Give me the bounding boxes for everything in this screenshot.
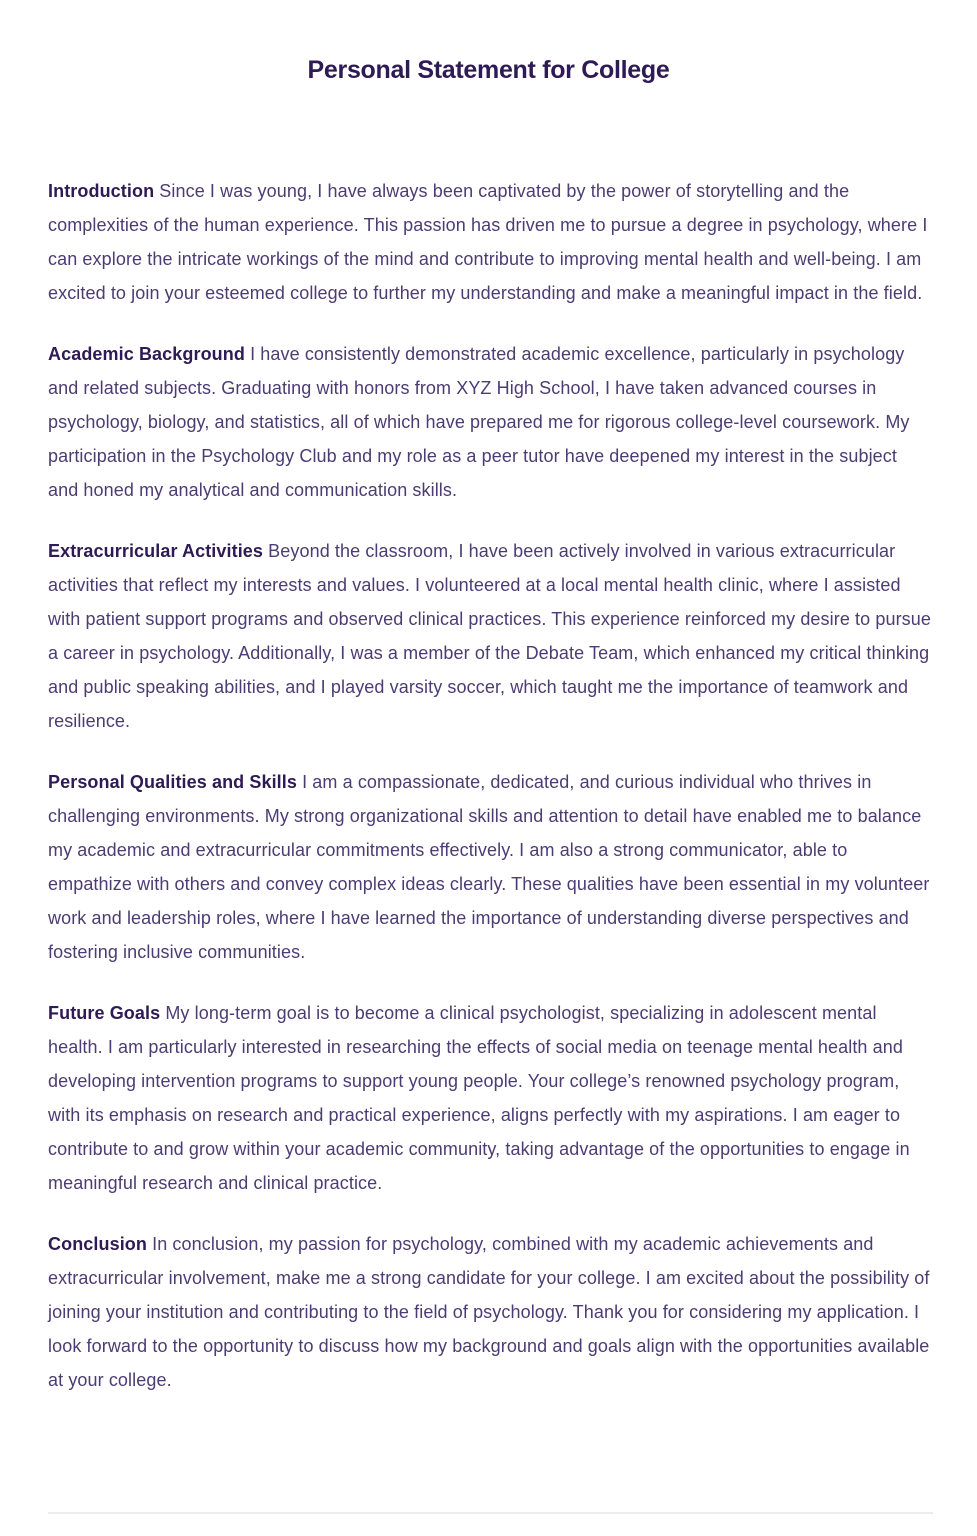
- section-text-extracurricular-activities: Beyond the classroom, I have been actively involved in various extracurricular activities that reflect my interests and values. I volunteered at a local mental health clinic, where I assisted with patient support programs and observed clinical practices. This experience reinforced my desire to pursue a career in psychology. Additionally, I was a member of the Debate Team, which enhanced my critical thinking and public speaking abilities, and I played varsity soccer, which taught me the importance of teamwork and resilience.: [48, 541, 932, 731]
- bottom-divider: [48, 1512, 933, 1514]
- paragraph-introduction: [48, 174, 932, 310]
- paragraph-future-goals: [48, 996, 932, 1200]
- paragraph-extracurricular-activities: [48, 534, 932, 738]
- document-body: [48, 174, 932, 1397]
- section-text-academic-background: I have consistently demonstrated academic excellence, particularly in psychology and related subjects. Graduating with honors from XYZ High School, I have taken advanced courses in psychology, biology, and statistics, all of which have prepared me for rigorous college-level coursework. My participation in the Psychology Club and my role as a peer tutor have deepened my interest in the subject and honed my analytical and communication skills.: [48, 344, 910, 500]
- section-heading-extracurricular-activities: Extracurricular Activities: [48, 541, 264, 561]
- paragraph-personal-qualities: [48, 765, 932, 969]
- section-heading-academic-background: Academic Background: [48, 344, 245, 364]
- section-heading-conclusion: Conclusion: [48, 1234, 147, 1254]
- paragraph-conclusion: [48, 1227, 932, 1397]
- section-heading-future-goals: Future Goals: [48, 1003, 161, 1023]
- page-title: Personal Statement for College: [307, 56, 670, 84]
- section-text-personal-qualities: I am a compassionate, dedicated, and curious individual who thrives in challenging environments. My strong organizational skills and attention to detail have enabled me to balance my academic and extracurricular commitments effectively. I am also a strong communicator, able to empathize with others and convey complex ideas clearly. These qualities have been essential in my volunteer work and leadership roles, where I have learned the importance of understanding diverse perspectives and fostering inclusive communities.: [48, 772, 930, 962]
- section-text-future-goals: My long-term goal is to become a clinical psychologist, specializing in adolescent mental health. I am particularly interested in researching the effects of social media on teenage mental health and developing intervention programs to support young people. Your college’s renowned psychology program, with its emphasis on research and practical experience, aligns perfectly with my aspirations. I am eager to contribute to and grow within your academic community, taking advantage of the opportunities to engage in meaningful research and clinical practice.: [48, 1003, 910, 1193]
- section-text-introduction: Since I was young, I have always been captivated by the power of storytelling and the complexities of the human experience. This passion has driven me to pursue a degree in psychology, where I can explore the intricate workings of the mind and contribute to improving mental health and well-being. I am excited to join your esteemed college to further my understanding and make a meaningful impact in the field.: [48, 181, 928, 303]
- paragraph-academic-background: [48, 337, 932, 507]
- section-text-conclusion: In conclusion, my passion for psychology, combined with my academic achievements and extracurricular involvement, make me a strong candidate for your college. I am excited about the possibility of joining your institution and contributing to the field of psychology. Thank you for considering my application. I look forward to the opportunity to discuss how my background and goals align with the opportunities available at your college.: [48, 1234, 930, 1390]
- section-heading-personal-qualities: Personal Qualities and Skills: [48, 772, 297, 792]
- section-heading-introduction: Introduction: [48, 181, 155, 201]
